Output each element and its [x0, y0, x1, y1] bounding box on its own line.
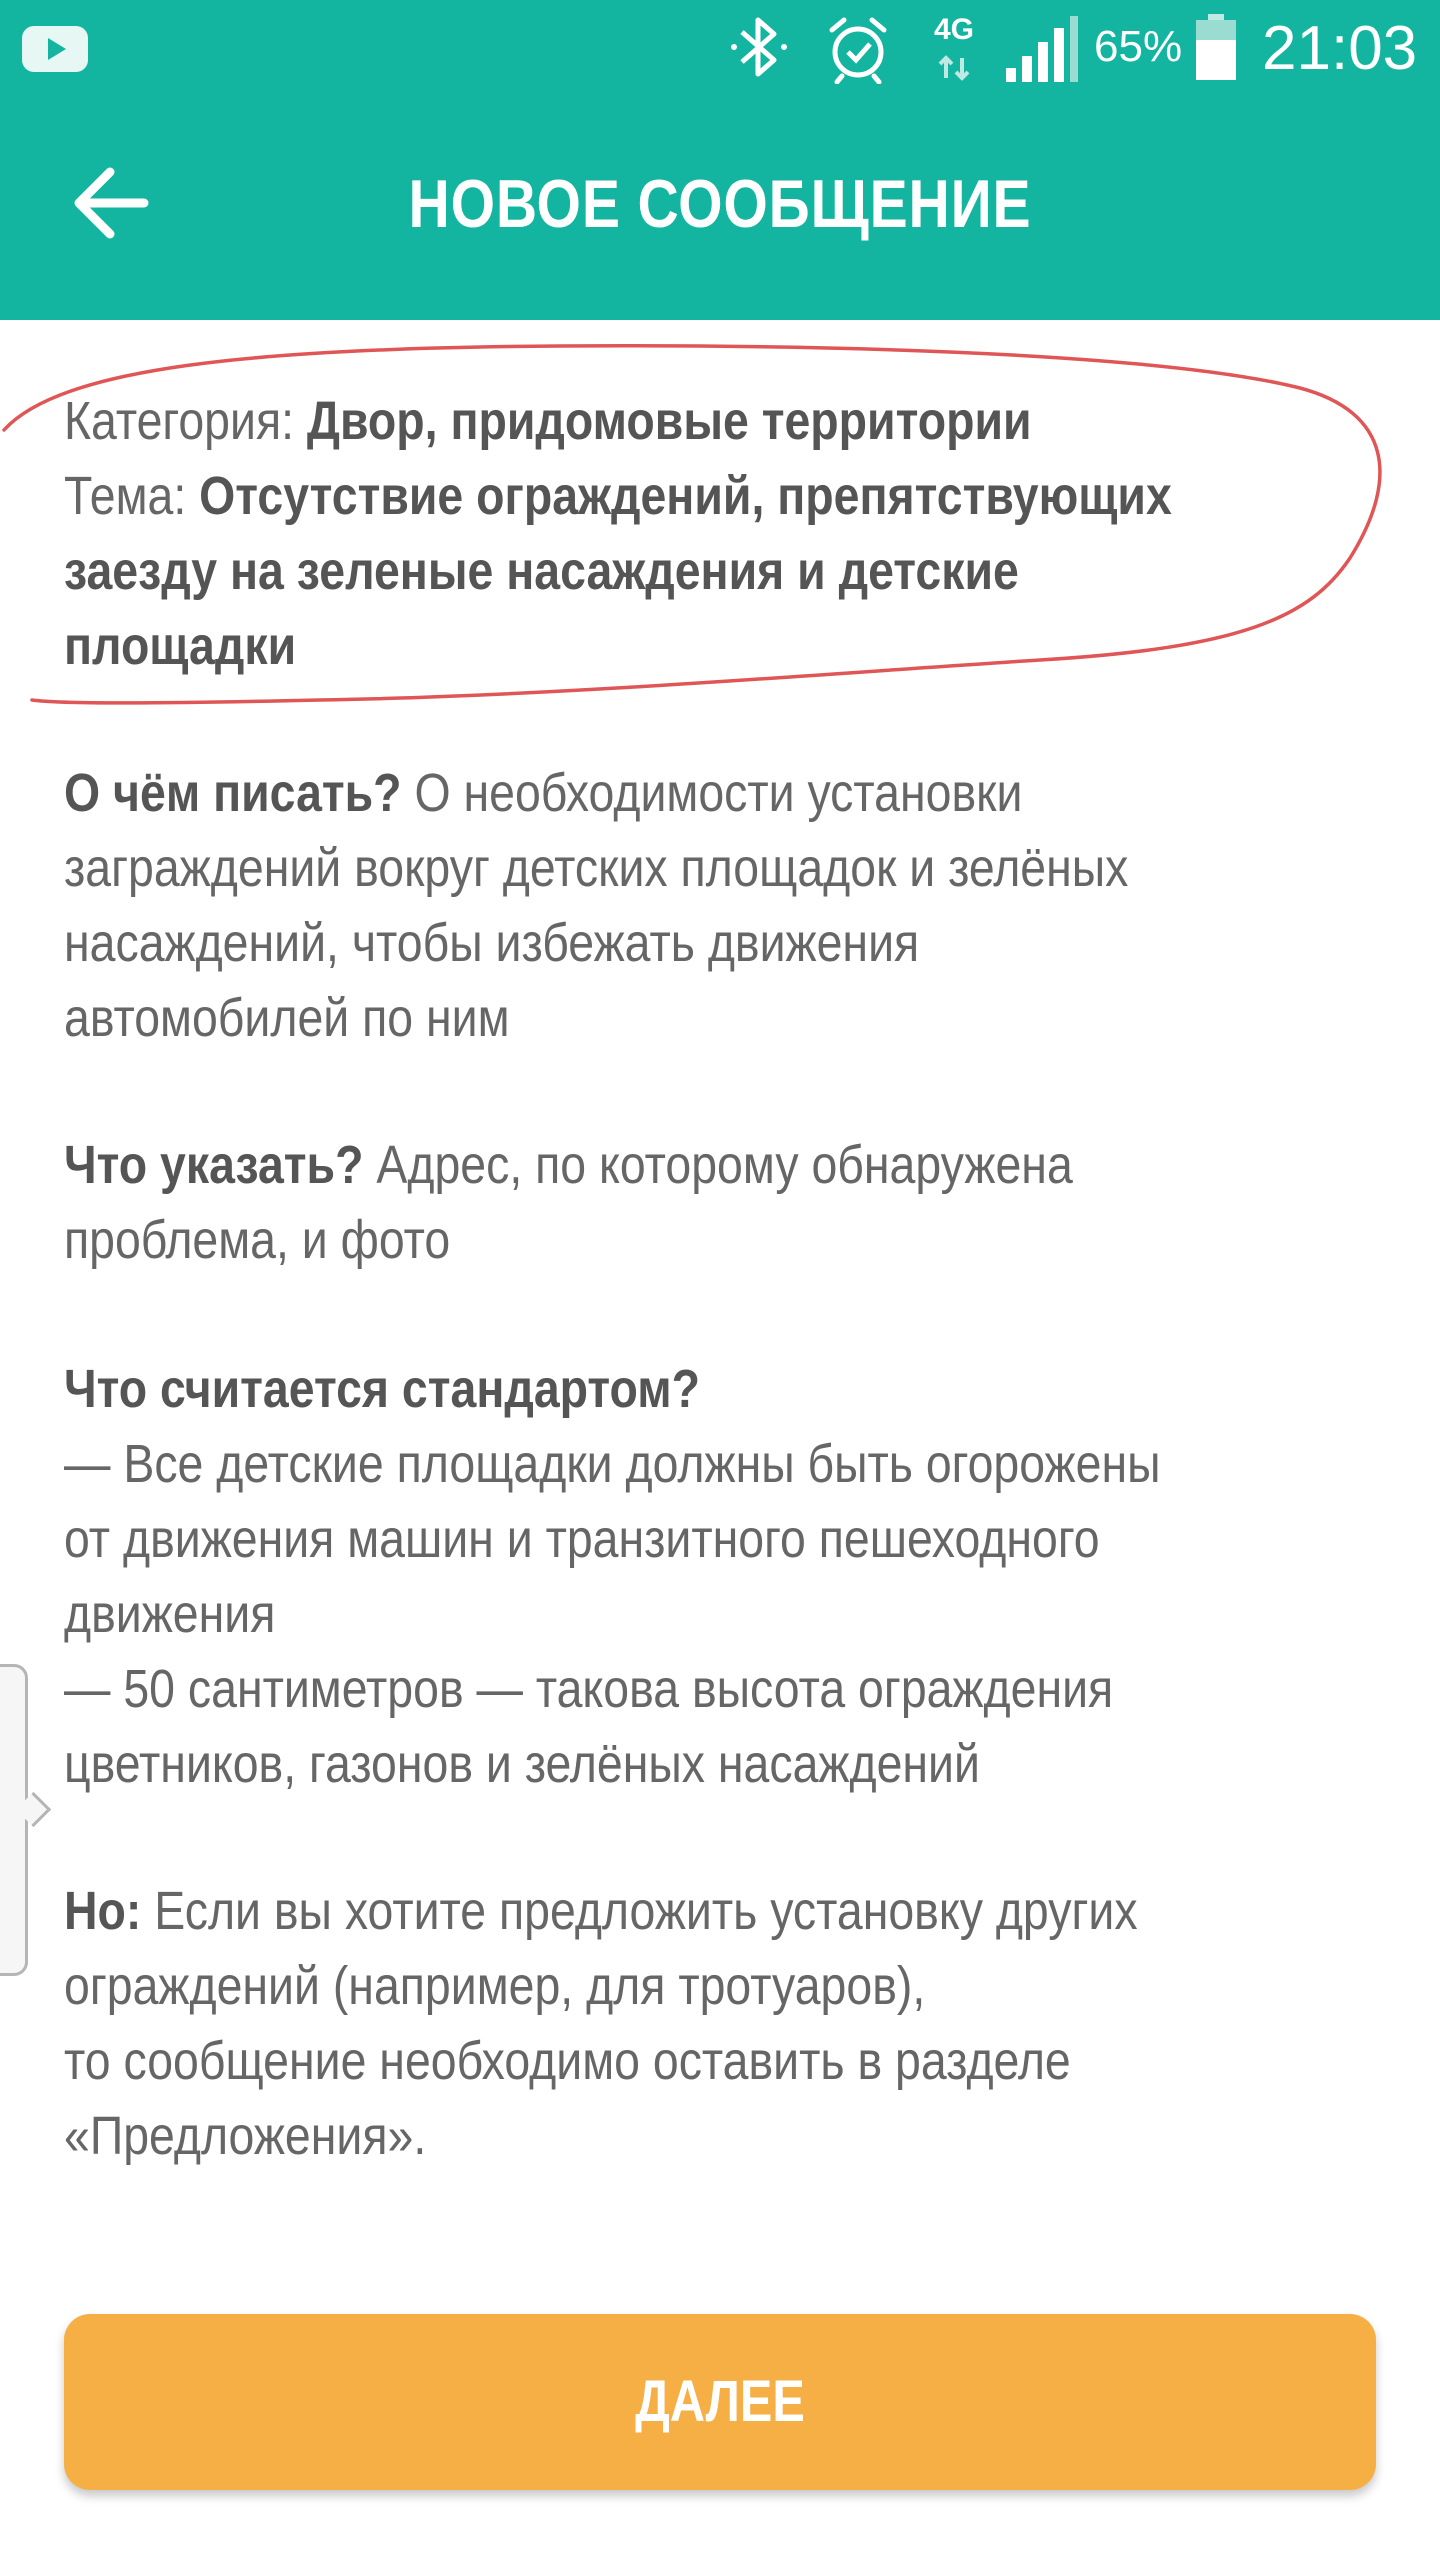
what-to-write-text: О необходимости установки: [401, 763, 1023, 823]
note-row: [64, 1874, 1138, 1949]
what-to-write-text: заграждений вокруг детских площадок и зелёных: [64, 838, 1129, 898]
standard-text: движения: [64, 1584, 276, 1644]
what-to-write-text: насаждений, чтобы избежать движения: [64, 913, 920, 973]
standard-label: Что считается стандартом?: [64, 1359, 701, 1419]
youtube-icon: [22, 26, 88, 72]
topic-row: [64, 459, 1172, 534]
network-indicator: 4G: [930, 14, 994, 90]
note-text: ограждений (например, для тротуаров),: [64, 1956, 926, 2016]
next-button[interactable]: [64, 2314, 1376, 2490]
standard-text: — 50 сантиметров — такова высота ограждения: [64, 1659, 1114, 1719]
next-button-label: ДАЛЕЕ: [635, 2369, 805, 2434]
bluetooth-icon: [728, 12, 790, 97]
what-to-write-row: [64, 756, 1128, 831]
alarm-icon: [824, 14, 892, 84]
category-topic-block: [64, 384, 1352, 684]
topic-label: Тема:: [64, 466, 200, 526]
battery-percent: 65%: [1094, 22, 1183, 71]
topic-value-line: [64, 609, 1172, 684]
status-bar: [0, 0, 1440, 98]
what-to-write-text: автомобилей по ним: [64, 988, 510, 1048]
standard-text: от движения машин и транзитного пешеходного: [64, 1509, 1100, 1569]
status-time: 21:03: [1262, 14, 1418, 83]
category-row: [64, 384, 1172, 459]
standard-row: [64, 1352, 1160, 1427]
topic-value-cont: площадки: [64, 616, 297, 676]
topic-value: Отсутствие ограждений, препятствующих: [199, 466, 1172, 526]
side-panel-handle[interactable]: [0, 1664, 28, 1976]
standard-block: [64, 1352, 1339, 1802]
note-block: [64, 1874, 1312, 2174]
what-to-specify-block: [64, 1128, 1237, 1278]
topic-value-cont: заезду на зеленые насаждения и детские: [64, 541, 1019, 601]
note-text: Если вы хотите предложить установку других: [141, 1881, 1138, 1941]
signal-icon: [1004, 14, 1080, 84]
battery-icon: [1196, 14, 1236, 80]
topic-value-line: [64, 534, 1172, 609]
note-text: «Предложения».: [64, 2106, 427, 2166]
category-value: Двор, придомовые территории: [306, 391, 1032, 451]
category-label: Категория:: [64, 391, 307, 451]
note-label: Но:: [64, 1881, 142, 1941]
app-header: [0, 0, 1440, 320]
what-to-write-block: [64, 756, 1302, 1056]
what-to-specify-text: проблема, и фото: [64, 1210, 451, 1270]
what-to-specify-text: Адрес, по которому обнаружена: [363, 1135, 1073, 1195]
what-to-specify-label: Что указать?: [64, 1135, 364, 1195]
standard-text: цветников, газонов и зелёных насаждений: [64, 1734, 980, 1794]
page-title: НОВОЕ СООБЩЕНИЕ: [408, 166, 1032, 242]
what-to-specify-row: [64, 1128, 1073, 1203]
what-to-write-label: О чём писать?: [64, 763, 402, 823]
note-text: то сообщение необходимо оставить в разделе: [64, 2031, 1071, 2091]
standard-text: — Все детские площадки должны быть огорожены: [64, 1434, 1161, 1494]
toolbar: [0, 98, 1440, 320]
